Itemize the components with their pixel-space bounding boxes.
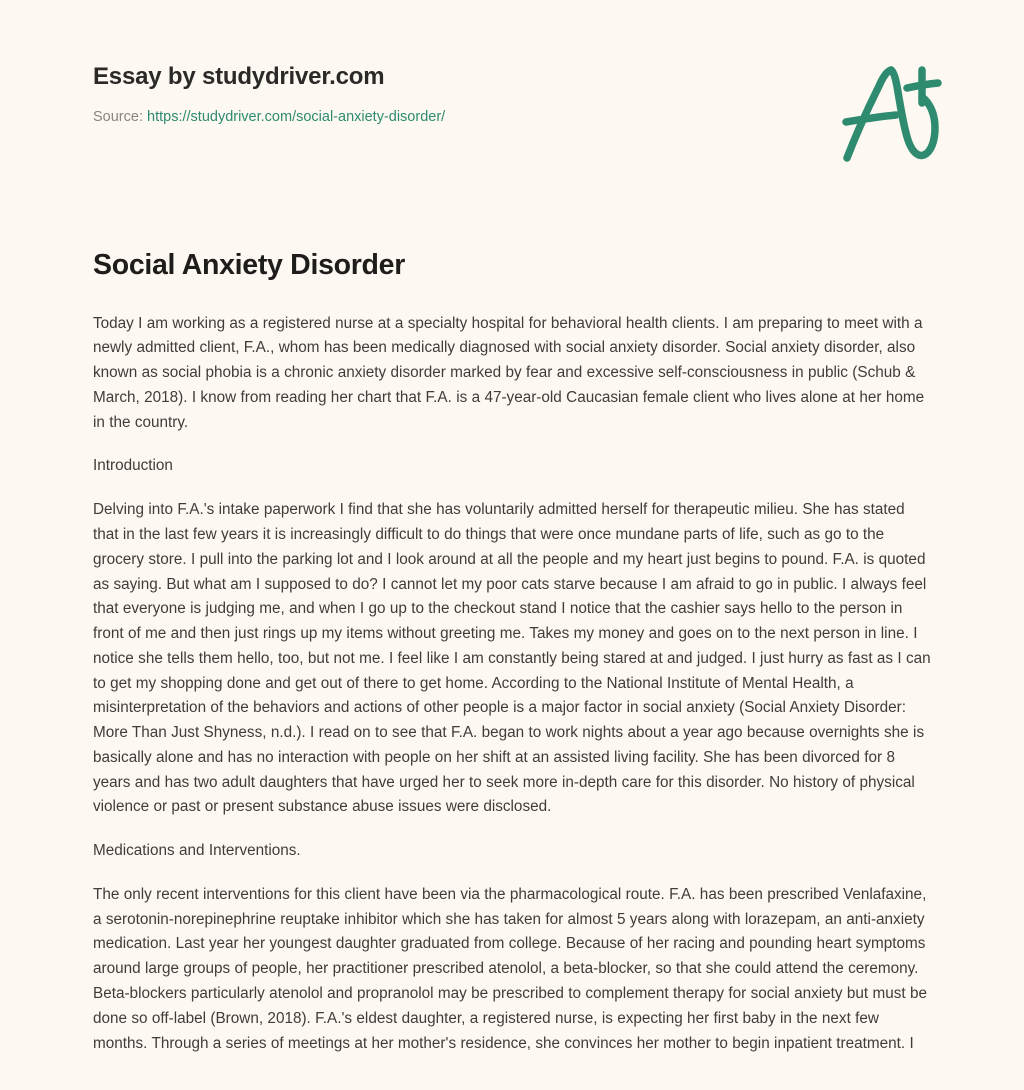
- source-url-link[interactable]: https://studydriver.com/social-anxiety-disorder/: [147, 108, 446, 125]
- section-heading-medications: Medications and Interventions.: [93, 842, 301, 860]
- section-heading-introduction: Introduction: [93, 457, 173, 475]
- source-line: [93, 108, 793, 127]
- brand-block: [93, 63, 793, 127]
- paragraph: Delving into F.A.'s intake paperwork I find that she has voluntarily admitted herself for therapeutic milieu. She has stated that in the last few years it is increasingly difficult to do things that were once mundane parts of life, such as go to the grocery store. I pull into the parking lot and I look around at all the people and my heart just begins to pound. F.A. is quoted as saying. But what am I supposed to do? I cannot let my poor cats starve because I am afraid to go in public. I always feel that everyone is judging me, and when I go up to the checkout stand I notice that the cashier says hello to the person in front of me and then just rings up my items without greeting me. Takes my money and goes on to the next person in line. I notice she tells them hello, too, but not me. I feel like I am constantly being stared at and judged. I just hurry as fast as I can to get my shopping done and get out of there to get home. According to the National Institute of Mental Health, a misinterpretation of the behaviors and actions of other people is a major factor in social anxiety (Social Anxiety Disorder: More Than Just Shyness, n.d.). I read on to see that F.A. began to work nights about a year ago because overnights she is basically alone and has no interaction with people on her shift at an assisted living facility. She has been divorced for 8 years and has two adult daughters that have urged her to seek more in-depth care for this disorder. No history of physical violence or past or present substance abuse issues were disclosed.: [93, 501, 931, 816]
- article: [93, 248, 933, 1056]
- a-plus-logo-icon: [834, 62, 944, 167]
- brand-title: Essay by studydriver.com: [93, 63, 385, 90]
- article-body: [93, 312, 933, 1057]
- page-title: Social Anxiety Disorder: [93, 249, 405, 281]
- a-plus-logo: [834, 62, 944, 167]
- source-label: Source:: [93, 108, 143, 125]
- page-header: [0, 0, 1024, 200]
- paragraph: Today I am working as a registered nurse at a specialty hospital for behavioral health clients. I am preparing to meet with a newly admitted client, F.A., whom has been medically diagnosed with social anxiety disorder. Social anxiety disorder, also known as social phobia is a chronic anxiety disorder marked by fear and excessive self-consciousness in public (Schub & March, 2018). I know from reading her chart that F.A. is a 47-year-old Caucasian female client who lives alone at her home in the country.: [93, 314, 925, 431]
- paragraph: The only recent interventions for this client have been via the pharmacological route. F.A. has been prescribed Venlafaxine, a serotonin-norepinephrine reuptake inhibitor which she has taken for almost 5 years along with lorazepam, an anti-anxiety medication. Last year her youngest daughter graduated from college. Because of her racing and pounding heart symptoms around large groups of people, her practitioner prescribed atenolol, a beta-blocker, so that she could attend the ceremony. Beta-blockers particularly atenolol and propranolol may be prescribed to complement therapy for social anxiety but must be done so off-label (Brown, 2018). F.A.'s eldest daughter, a registered nurse, is expecting her first baby in the next few months. Through a series of meetings at her mother's residence, she convinces her mother to begin inpatient treatment. I: [93, 885, 928, 1052]
